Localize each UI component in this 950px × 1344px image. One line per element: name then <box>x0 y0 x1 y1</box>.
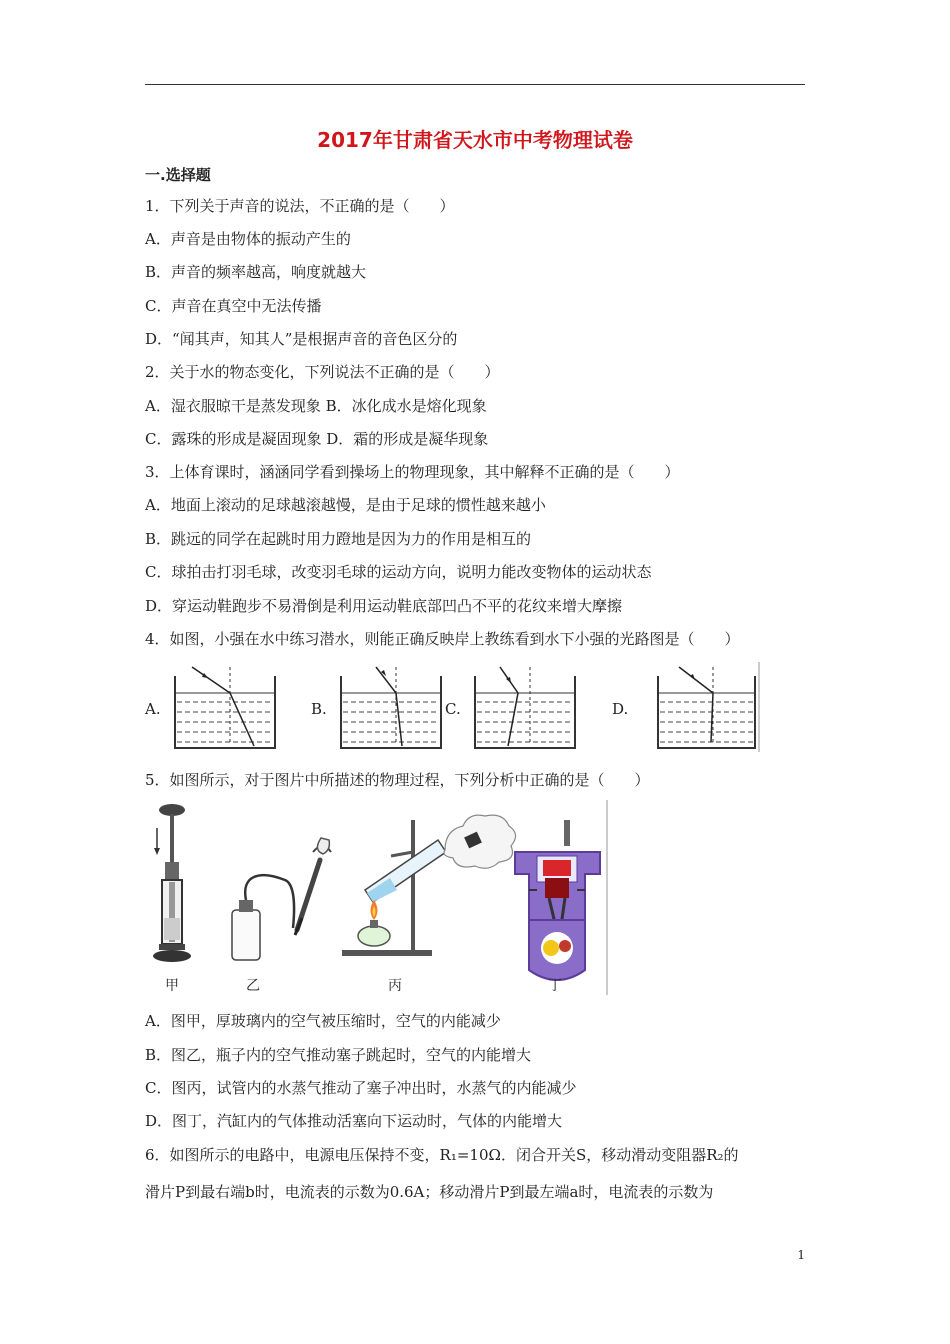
q3-option-c: C．球拍击打羽毛球，改变羽毛球的运动方向，说明力能改变物体的运动状态 <box>145 563 652 581</box>
q5-option-a: A．图甲，厚玻璃内的空气被压缩时，空气的内能减少 <box>145 1012 501 1030</box>
q4-diagram-a <box>172 662 278 752</box>
q5-stem: 5．如图所示，对于图片中所描述的物理过程，下列分析中正确的是（ ） <box>145 771 650 789</box>
page-title: 2017年甘肃省天水市中考物理试卷 <box>317 128 633 152</box>
fig-jia-syringe <box>153 804 191 962</box>
fig-label-bing: 丙 <box>388 978 402 994</box>
q1-stem: 1．下列关于声音的说法，不正确的是（ ） <box>145 197 455 215</box>
q2-options-ab: A．湿衣服晾干是蒸发现象 B．冰化成水是熔化现象 <box>145 397 487 415</box>
q4-diagram-c <box>472 662 578 752</box>
q4-label-c: C. <box>445 700 461 718</box>
fig-label-ding: 丁 <box>548 978 562 994</box>
fig-label-yi: 乙 <box>246 978 260 994</box>
q4-stem: 4．如图，小强在水中练习潜水，则能正确反映岸上教练看到水下小强的光路图是（ ） <box>145 630 740 648</box>
q4-label-d: D. <box>612 700 629 718</box>
q3-option-a: A．地面上滚动的足球越滚越慢，是由于足球的惯性越来越小 <box>145 496 546 514</box>
q1-option-a: A．声音是由物体的振动产生的 <box>145 230 351 248</box>
q3-option-d: D．穿运动鞋跑步不易滑倒是利用运动鞋底部凹凸不平的花纹来增大摩擦 <box>145 597 623 615</box>
q5-figure <box>145 800 610 995</box>
q4-label-b: B. <box>311 700 327 718</box>
q4-diagram-b <box>338 662 444 752</box>
q4-diagram-d <box>655 662 761 752</box>
q5-option-d: D．图丁，汽缸内的气体推动活塞向下运动时，气体的内能增大 <box>145 1112 563 1130</box>
section-heading: 一.选择题 <box>145 166 211 184</box>
q1-option-b: B．声音的频率越高，响度就越大 <box>145 263 367 281</box>
q3-option-b: B．跳远的同学在起跳时用力蹬地是因为力的作用是相互的 <box>145 530 532 548</box>
fig-label-jia: 甲 <box>165 978 179 994</box>
q6-line-2: 滑片P到最右端b时，电流表的示数为0.6A；移动滑片P到最左端a时，电流表的示数为 <box>145 1183 714 1201</box>
page-number: 1 <box>797 1248 805 1262</box>
q5-option-c: C．图丙，试管内的水蒸气推动了塞子冲出时，水蒸气的内能减少 <box>145 1079 577 1097</box>
q6-line-1: 6．如图所示的电路中，电源电压保持不变，R₁=10Ω．闭合开关S，移动滑动变阻器R₂的 <box>145 1146 739 1164</box>
fig-yi-bottle <box>232 838 331 960</box>
fig-bing-testtube <box>342 815 516 956</box>
fig-ding-engine <box>515 820 600 980</box>
q2-stem: 2．关于水的物态变化，下列说法不正确的是（ ） <box>145 363 500 381</box>
header-rule <box>145 84 805 85</box>
q5-option-b: B．图乙，瓶子内的空气推动塞子跳起时，空气的内能增大 <box>145 1046 532 1064</box>
q3-stem: 3．上体育课时，涵涵同学看到操场上的物理现象，其中解释不正确的是（ ） <box>145 463 680 481</box>
q2-options-cd: C．露珠的形成是凝固现象 D．霜的形成是凝华现象 <box>145 430 489 448</box>
q1-option-d: D．“闻其声，知其人”是根据声音的音色区分的 <box>145 330 458 348</box>
q1-option-c: C．声音在真空中无法传播 <box>145 297 322 315</box>
q4-label-a: A. <box>145 700 161 718</box>
